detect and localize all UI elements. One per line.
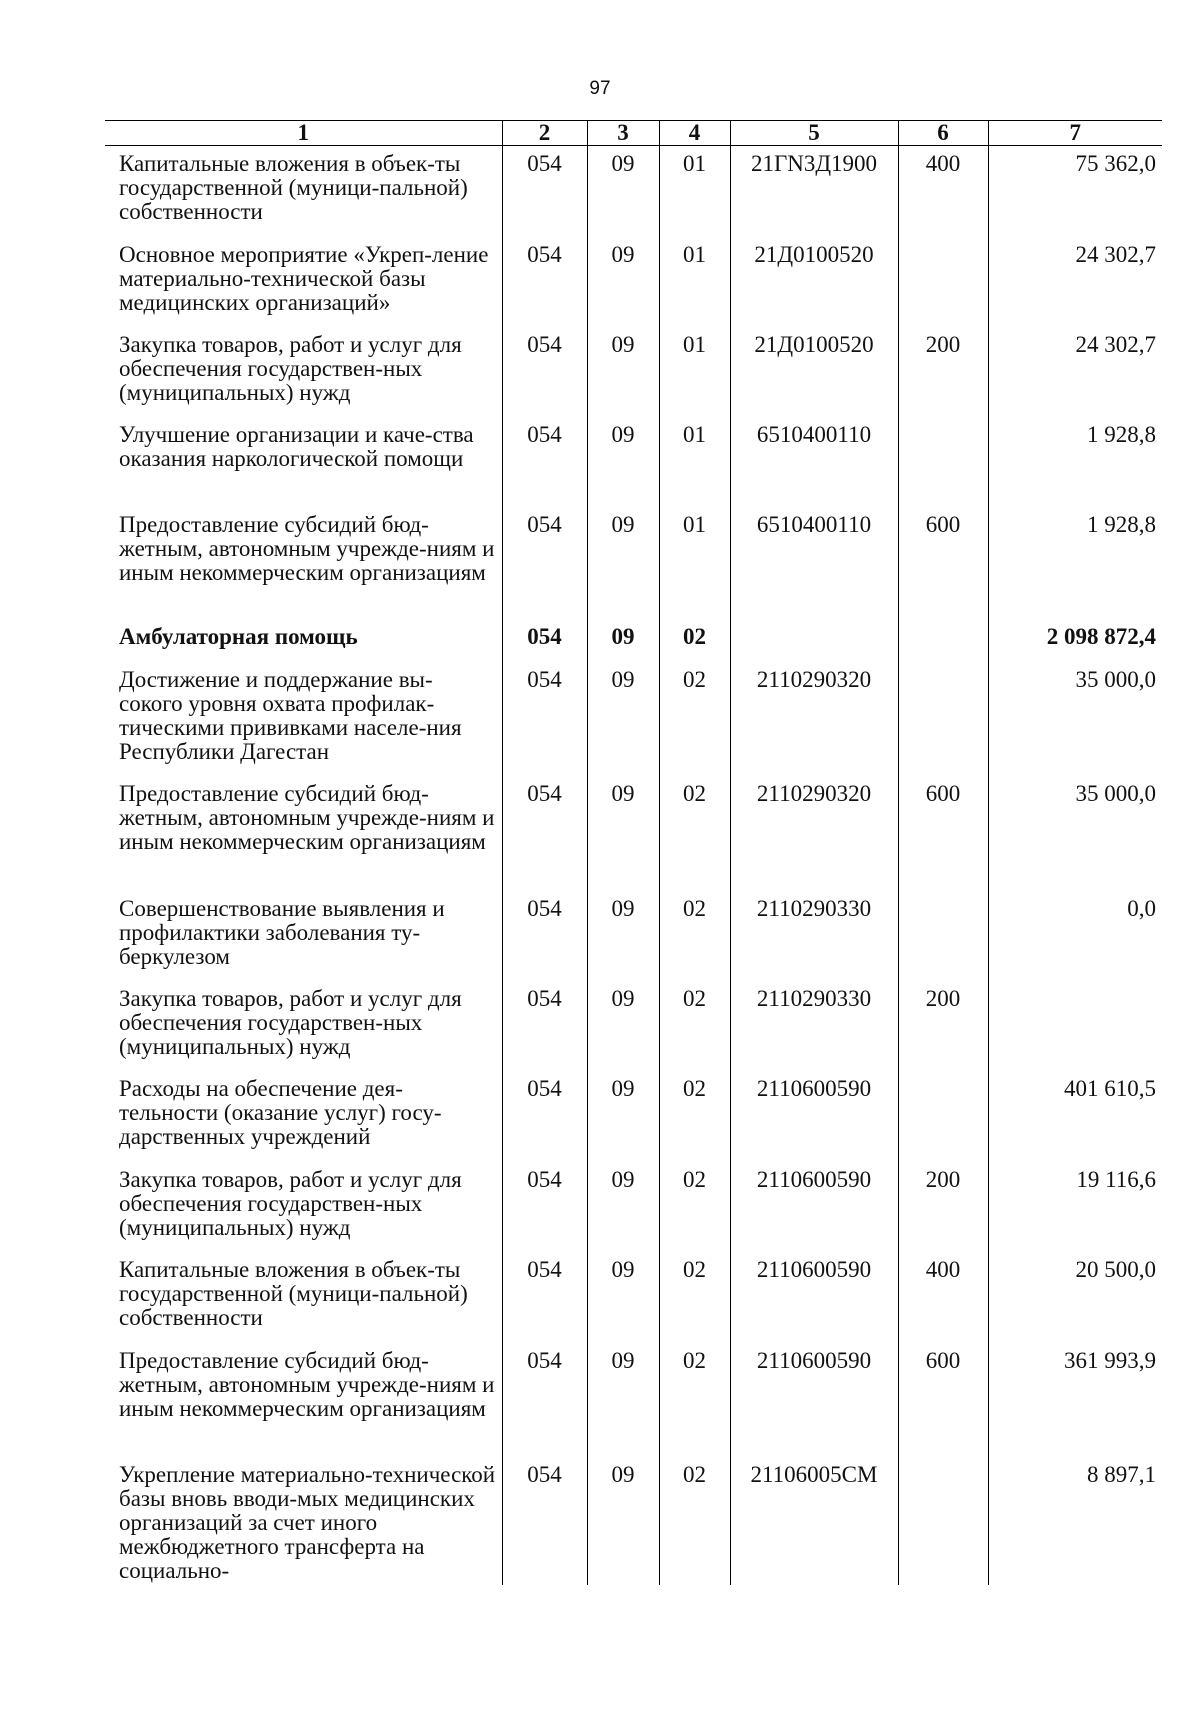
page-number: 97 [589,78,611,99]
kvsr-cell: 054 [502,146,587,238]
kvsr-cell: 054 [502,619,587,662]
target-article-cell: 2110600590 [730,1252,898,1343]
table-row [105,1343,1162,1457]
row-name-cell: Основное мероприятие «Укреп-ление материально-технической базы медицинских организаций» [119,242,489,315]
expense-type-cell: 200 [898,981,988,1071]
target-article-cell [730,619,898,662]
expense-type-cell: 200 [898,327,988,417]
expense-type-cell: 400 [898,146,988,238]
subsection-cell: 02 [659,776,730,891]
section-cell: 09 [587,1162,659,1252]
amount-cell: 35 000,0 [988,662,1162,776]
section-cell: 09 [587,1343,659,1457]
table-body [105,146,1162,1586]
header-cell-4: 4 [659,121,730,146]
expense-type-cell: 200 [898,1162,988,1252]
table-row [105,1457,1162,1585]
subsection-cell: 02 [659,1343,730,1457]
section-cell: 09 [587,507,659,619]
section-cell: 09 [587,619,659,662]
row-name-cell: Совершенствование выявления и профилактики заболевания ту-беркулезом [119,896,445,969]
expense-type-cell [898,417,988,507]
table-row [105,981,1162,1071]
table-row [105,327,1162,417]
subsection-cell: 01 [659,417,730,507]
target-article-cell: 2110290320 [730,662,898,776]
kvsr-cell: 054 [502,327,587,417]
amount-cell: 35 000,0 [988,776,1162,891]
expense-type-cell [898,1071,988,1162]
amount-cell: 75 362,0 [988,146,1162,238]
kvsr-cell: 054 [502,662,587,776]
target-article-cell: 21Д0100520 [730,237,898,327]
amount-cell: 1 928,8 [988,507,1162,619]
row-name-cell: Капитальные вложения в объек-ты государственной (муници-пальной) собственности [119,1257,468,1330]
kvsr-cell: 054 [502,981,587,1071]
table-row [105,417,1162,507]
amount-cell: 401 610,5 [988,1071,1162,1162]
row-name-cell: Предоставление субсидий бюд-жетным, автономным учрежде-ниям и иным некоммерческим организациям [119,781,495,854]
kvsr-cell: 054 [502,237,587,327]
table-row [105,146,1162,238]
kvsr-cell: 054 [502,1457,587,1585]
target-article-cell: 2110600590 [730,1162,898,1252]
target-article-cell: 2110600590 [730,1071,898,1162]
subsection-cell: 01 [659,146,730,238]
row-name-cell: Достижение и поддержание вы-сокого уровня охвата профилак-тическими прививками населе-ния Республики Дагестан [119,667,462,764]
target-article-cell: 21106005СМ [730,1457,898,1585]
target-article-cell: 21ГN3Д1900 [730,146,898,238]
target-article-cell: 21Д0100520 [730,327,898,417]
amount-cell: 2 098 872,4 [988,619,1162,662]
subsection-cell: 01 [659,327,730,417]
header-cell-5: 5 [730,121,898,146]
expense-type-cell: 400 [898,1252,988,1343]
subsection-cell: 02 [659,1457,730,1585]
expense-type-cell [898,1457,988,1585]
row-name-cell: Амбулаторная помощь [119,624,358,649]
section-cell: 09 [587,237,659,327]
expense-type-cell [898,237,988,327]
row-name-cell: Предоставление субсидий бюд-жетным, автономным учрежде-ниям и иным некоммерческим организациям [119,512,495,585]
section-cell: 09 [587,417,659,507]
subsection-cell: 01 [659,237,730,327]
target-article-cell: 2110600590 [730,1343,898,1457]
section-cell: 09 [587,1252,659,1343]
kvsr-cell: 054 [502,891,587,981]
subsection-cell: 02 [659,1071,730,1162]
row-name-cell: Капитальные вложения в объек-ты государственной (муници-пальной) собственности [119,151,468,224]
row-name-cell: Закупка товаров, работ и услуг для обеспечения государствен-ных (муниципальных) нужд [119,1167,462,1240]
kvsr-cell: 054 [502,1162,587,1252]
target-article-cell: 6510400110 [730,417,898,507]
row-name-cell: Предоставление субсидий бюд-жетным, автономным учрежде-ниям и иным некоммерческим организациям [119,1348,495,1421]
amount-cell: 20 500,0 [988,1252,1162,1343]
header-cell-6: 6 [898,121,988,146]
budget-table [105,120,1162,1585]
target-article-cell: 2110290330 [730,891,898,981]
kvsr-cell: 054 [502,1071,587,1162]
amount-cell [988,981,1162,1071]
row-name-cell: Закупка товаров, работ и услуг для обеспечения государствен-ных (муниципальных) нужд [119,332,462,405]
amount-cell: 361 993,9 [988,1343,1162,1457]
header-cell-3: 3 [587,121,659,146]
table-row [105,1162,1162,1252]
expense-type-cell: 600 [898,776,988,891]
target-article-cell: 6510400110 [730,507,898,619]
section-cell: 09 [587,662,659,776]
section-cell: 09 [587,776,659,891]
kvsr-cell: 054 [502,417,587,507]
expense-type-cell [898,662,988,776]
table-row [105,507,1162,619]
expense-type-cell [898,891,988,981]
table-row [105,1252,1162,1343]
table-row [105,619,1162,662]
row-name-cell: Улучшение организации и каче-ства оказания наркологической помощи [119,422,474,471]
target-article-cell: 2110290320 [730,776,898,891]
kvsr-cell: 054 [502,507,587,619]
section-cell: 09 [587,146,659,238]
kvsr-cell: 054 [502,1343,587,1457]
section-cell: 09 [587,891,659,981]
amount-cell: 8 897,1 [988,1457,1162,1585]
subsection-cell: 01 [659,507,730,619]
row-name-cell: Закупка товаров, работ и услуг для обеспечения государствен-ных (муниципальных) нужд [119,986,462,1059]
table-row [105,237,1162,327]
section-cell: 09 [587,1071,659,1162]
expense-type-cell: 600 [898,507,988,619]
amount-cell: 1 928,8 [988,417,1162,507]
subsection-cell: 02 [659,891,730,981]
subsection-cell: 02 [659,1162,730,1252]
row-name-cell: Расходы на обеспечение дея-тельности (оказание услуг) госу-дарственных учреждений [119,1076,442,1149]
table-row [105,1071,1162,1162]
table-row [105,776,1162,891]
subsection-cell: 02 [659,619,730,662]
section-cell: 09 [587,1457,659,1585]
expense-type-cell [898,619,988,662]
subsection-cell: 02 [659,981,730,1071]
amount-cell: 24 302,7 [988,237,1162,327]
kvsr-cell: 054 [502,776,587,891]
header-cell-7: 7 [988,121,1162,146]
amount-cell: 24 302,7 [988,327,1162,417]
subsection-cell: 02 [659,662,730,776]
subsection-cell: 02 [659,1252,730,1343]
section-cell: 09 [587,981,659,1071]
row-name-cell: Укрепление материально-технической базы вновь вводи-мых медицинских организаций за счет иного межбюджетного трансферта на социально- [119,1462,496,1583]
amount-cell: 19 116,6 [988,1162,1162,1252]
target-article-cell: 2110290330 [730,981,898,1071]
table-header-row [105,121,1162,146]
table-row [105,662,1162,776]
kvsr-cell: 054 [502,1252,587,1343]
amount-cell: 0,0 [988,891,1162,981]
section-cell: 09 [587,327,659,417]
header-cell-1: 1 [105,121,502,146]
expense-type-cell: 600 [898,1343,988,1457]
header-cell-2: 2 [502,121,587,146]
table-row [105,891,1162,981]
